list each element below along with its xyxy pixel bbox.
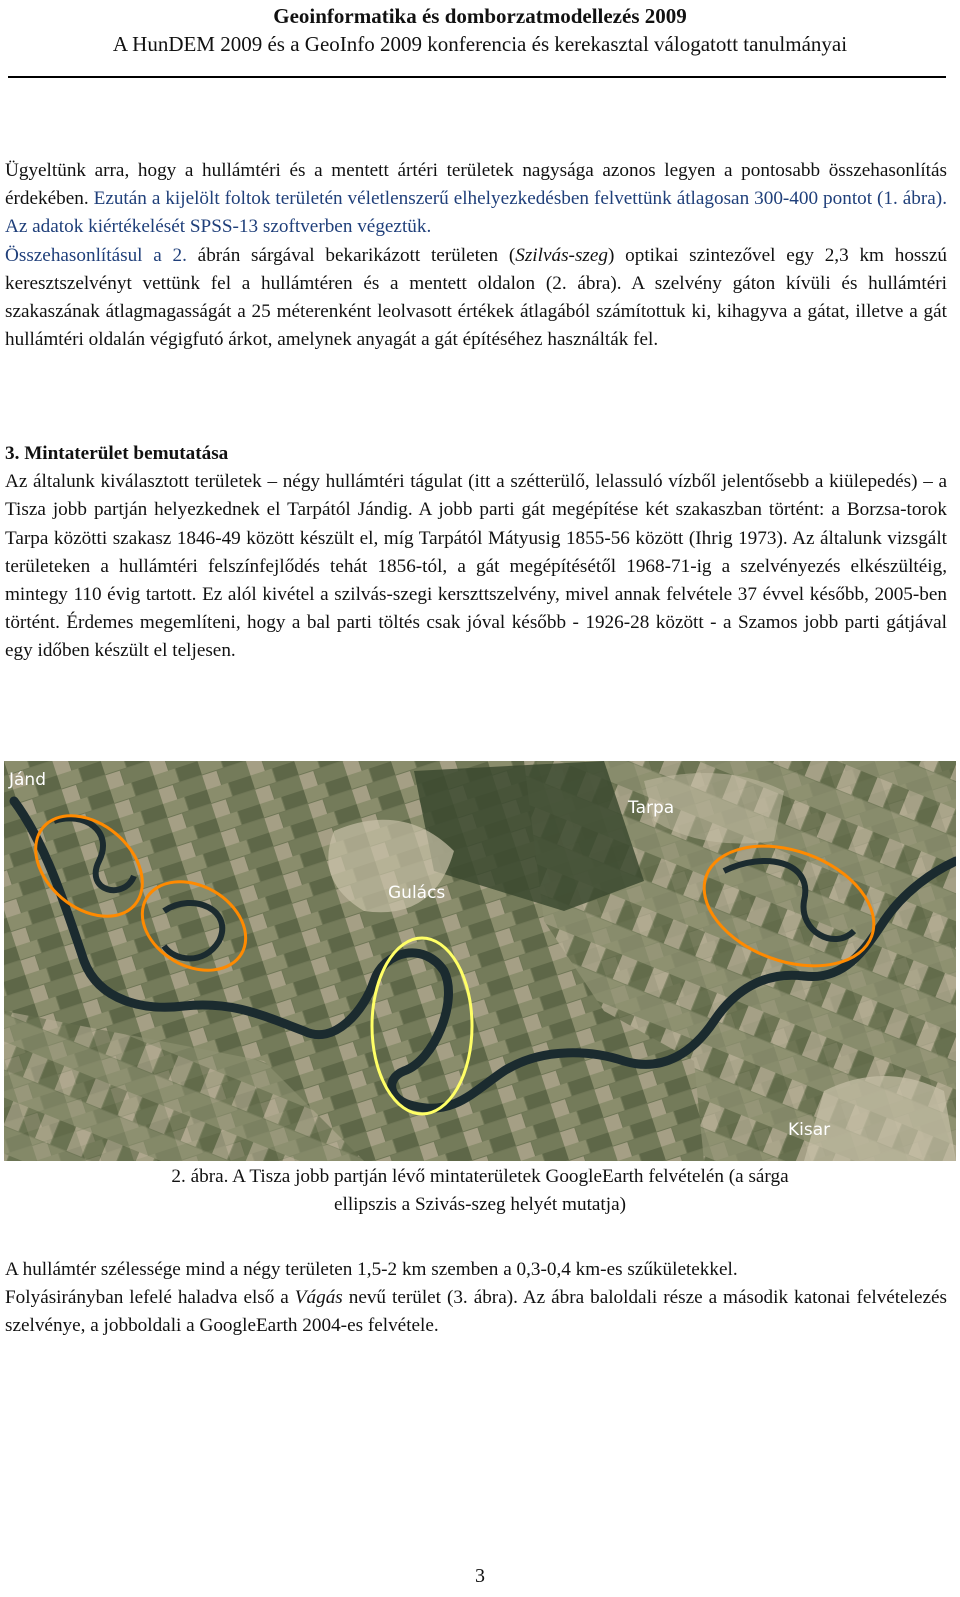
figure-caption — [0, 1163, 960, 1219]
figure-caption-line-1: 2. ábra. A Tisza jobb partján lévő mintaterületek GoogleEarth felvételén (a sárga — [171, 1166, 789, 1187]
paragraph-4-text-a: Folyásirányban lefelé haladva első a — [5, 1287, 295, 1309]
map-label-jand: Jánd — [9, 770, 46, 790]
header-subtitle: A HunDEM 2009 és a GeoInfo 2009 konferencia és kerekasztal válogatott tanulmányai — [112, 32, 848, 56]
header-title: Geoinformatika és domborzatmodellezés 2009 — [273, 4, 687, 28]
map-label-kisar: Kisar — [788, 1120, 831, 1140]
section-heading: 3. Mintaterület bemutatása — [5, 443, 229, 464]
paragraph-4 — [5, 1284, 947, 1340]
paragraph-4-italic: Vágás — [294, 1287, 343, 1309]
page-number: 3 — [475, 1565, 485, 1587]
paragraph-4-text-b: nevű terület (3. ábra). Az ábra baloldali része a második katonai felvételezés szelvénye, a jobboldali a GoogleEarth 2004-es felvétele. — [5, 1287, 947, 1337]
map-label-gulacs: Gulács — [388, 883, 446, 903]
text-block-bottom — [5, 1256, 947, 1341]
text-block-top — [5, 157, 947, 354]
satellite-map — [4, 761, 956, 1161]
running-header — [0, 0, 960, 58]
header-rule — [8, 76, 946, 78]
paragraph-2-text-a: ábrán sárgával bekarikázott területen ( — [186, 244, 516, 266]
paragraph-1-text: Ügyeltünk arra, hogy a hullámtéri és a mentett ártéri területek nagysága azonos legyen a pontosabb összehasonlítás érdekében. — [5, 160, 947, 210]
satellite-figure — [4, 761, 956, 1161]
section-paragraph: Az általunk kiválasztott területek – négy hullámtéri tágulat (itt a szétterülő, lelassuló vízből jelentősebb a kiülepedés) – a Tisza jobb partján helyezkednek el Tarpától Jándig. A jobb parti gát megépítése két szakaszban történt: a Borzsa-torok Tarpa közötti szakasz 1846-49 között készült el, míg Tarpától Mátyusig 1855-56 között (Ihrig 1973). Az általunk vizsgált területeken a hullámtéri felszínfejlődés tehát 1856-tól, a gát megépítésétől 1968-71-ig a szelvényezés elkészültéig, mintegy 110 évig tartott. Ez alól kivétel a szilvás-szegi kerszttszelvény, mivel annak felvétele 37 évvel később, 2005-ben történt. Érdemes megemlíteni, hogy a bal parti töltés csak jóval később - 1926-28 között - a Szamos jobb parti gátjával egy időben készült el teljesen. — [5, 471, 947, 662]
paragraph-2-blue-text: Összehasonlításul a 2. — [5, 244, 187, 266]
paragraph-2-text-b: ) optikai szintezővel egy 2,3 km hosszú keresztszelvényt vettünk fel a hullámtéren és a mentett oldalon (2. ábra). A szelvény gáton kívüli és hullámtéri szakaszának átlagmagasságát a 25 méterenként leolvasott értékek átlagából számítottuk ki, kihagyva a gátat, illetve a gát hullámtéri oldalán végigfutó árkot, amelynek anyagát a gát építéséhez használták fel. — [5, 244, 947, 351]
paragraph-3: A hullámtér szélessége mind a négy területen 1,5-2 km szemben a 0,3-0,4 km-es szűkületekkel. — [5, 1259, 738, 1280]
paragraph-1 — [5, 157, 947, 242]
figure-caption-line-2: ellipszis a Szivás-szeg helyét mutatja) — [334, 1194, 626, 1215]
section-3 — [5, 440, 947, 666]
paragraph-2-italic: Szilvás-szeg — [515, 244, 608, 266]
map-label-tarpa: Tarpa — [628, 798, 675, 818]
paragraph-2 — [5, 242, 947, 355]
paragraph-1-blue-text: Ezután a kijelölt foltok területén véletlenszerű elhelyezkedésben felvettünk átlagosan 300-400 pontot (1. ábra). Az adatok kiértékelését SPSS-13 szoftverben végeztük. — [5, 188, 947, 238]
